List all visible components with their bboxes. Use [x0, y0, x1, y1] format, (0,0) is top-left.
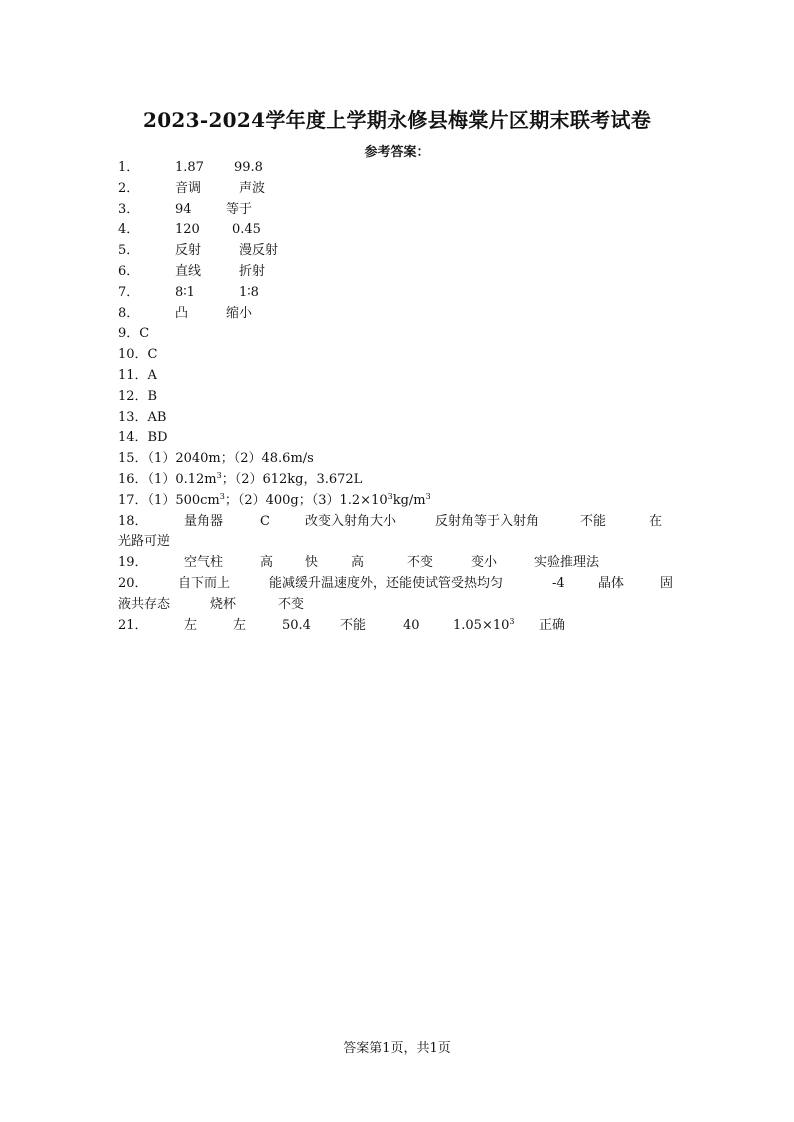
answer-16: 16．$(1)0.12m^3$；（2）612kg，3.672L	[118, 470, 363, 487]
page-footer: 答案第1页，共1页	[343, 1041, 451, 1056]
answer-list	[118, 158, 678, 636]
answer-1: 1． 1.87 99.8	[118, 160, 263, 175]
answer-20-continued: 液共存态 烧杯 不变	[118, 596, 305, 612]
answer-18: 18． 量角器 C 改变入射角大小 反射角等于入射角 不能 在	[118, 513, 663, 529]
answer-8: 8． 凸 缩小	[118, 305, 253, 321]
answer-key-heading: 参考答案：	[364, 145, 430, 160]
answer-2: 2． 音调 声波	[118, 180, 266, 196]
answer-18-continued: 光路可逆	[118, 534, 171, 550]
answer-19: 19． 空气柱 高 快 高 不变 变小 实验推理法	[118, 555, 600, 571]
answer-4: 4． 120 0.45	[118, 222, 261, 238]
answer-10: 10．C	[118, 347, 158, 363]
answer-9: 9．C	[118, 326, 150, 342]
answer-12: 12．B	[118, 388, 158, 404]
answer-14: 14．BD	[118, 430, 168, 446]
answer-15: 15．（1）2040m；（2）48.6m/s	[118, 451, 314, 467]
page-title: 2023-2024学年度上学期永修县梅棠片区期末联考试卷	[142, 108, 652, 132]
answer-7: 7． 8∶1 1∶8	[118, 284, 259, 300]
answer-13: 13．AB	[118, 409, 167, 425]
answer-6: 6． 直线 折射	[118, 263, 266, 279]
answer-21: 21． 左 左 50.4 不能 40 $1.05\times 10^3$ 正确	[118, 616, 566, 633]
answer-5: 5． 反射 漫反射	[118, 243, 279, 259]
answer-20: 20． 自下而上 能减缓升温速度外，还能使试管受热均匀 -4 晶体 固	[118, 575, 674, 591]
answer-3: 3． 94 等于	[118, 201, 253, 217]
answer-17: 17．$(1)500cm^3$；（2）400g；$(3)1.2\times 10^3kg/m^3$	[118, 491, 431, 508]
answer-11: 11．A	[118, 367, 157, 383]
